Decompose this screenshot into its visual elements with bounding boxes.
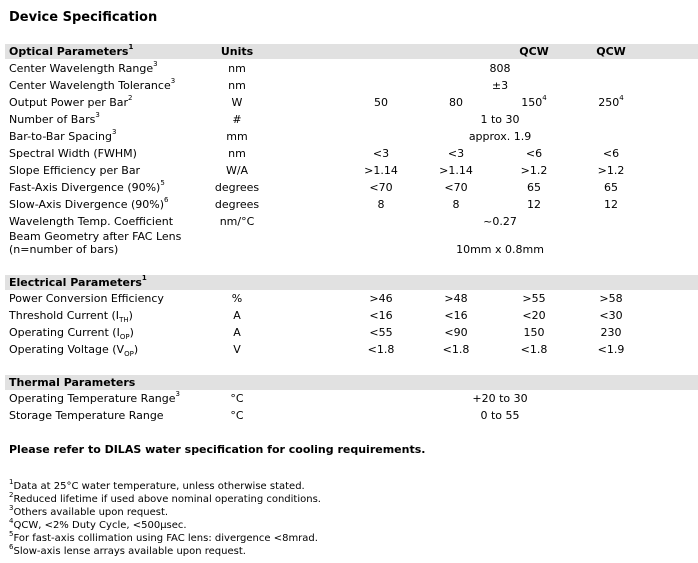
optical-row-unit: nm <box>228 147 246 160</box>
electrical-row-value: <1.8 <box>442 343 470 356</box>
optical-row-label: Number of Bars$^3$ <box>9 111 100 126</box>
beam-geometry-label-2: (n=number of bars) <box>9 243 119 256</box>
optical-row-value: <3 <box>447 147 465 160</box>
cooling-note: Please refer to DILAS water specification for cooling requirements. <box>9 443 426 456</box>
electrical-row-label: Operating Current $(I_{OP})$ <box>9 326 134 342</box>
optical-row-label: Fast-Axis Divergence $(90\%)^5$ <box>9 179 165 194</box>
optical-row-unit: degrees <box>214 181 260 194</box>
electrical-row-value: <90 <box>444 326 468 339</box>
optical-row-value: 8 <box>452 198 460 211</box>
optical-row-value: 50 <box>374 96 388 109</box>
optical-header: Optical Parameters$^1$ <box>9 43 134 58</box>
optical-row-value: <3 <box>372 147 390 160</box>
electrical-row-value: >48 <box>444 292 468 305</box>
electrical-row-value: >58 <box>599 292 623 305</box>
electrical-row-label: Threshold Current $(I_{TH})$ <box>9 309 133 325</box>
electrical-row-unit: A <box>233 309 241 322</box>
electrical-row-label: Power Conversion Efficiency <box>9 292 164 305</box>
optical-row-value: >1.2 <box>597 164 625 177</box>
qcw-header-2: QCW <box>596 45 626 58</box>
electrical-row-value: <30 <box>599 309 623 322</box>
thermal-row-value: +20 to 30 <box>472 392 528 405</box>
optical-row-unit: degrees <box>214 198 260 211</box>
thermal-row-unit: °C <box>230 392 244 405</box>
optical-row-unit: nm <box>228 79 246 92</box>
optical-row-label: Center Wavelength Tolerance$^3$ <box>9 77 176 92</box>
electrical-row-unit: % <box>231 292 243 305</box>
optical-row-value: $250^4$ <box>598 94 624 109</box>
optical-row-unit: nm/°C <box>219 215 255 228</box>
optical-row-unit: nm <box>228 62 246 75</box>
thermal-header: Thermal Parameters <box>9 376 136 389</box>
electrical-row-value: <1.9 <box>597 343 625 356</box>
thermal-row-label: Operating Temperature Range$^3$ <box>9 390 180 405</box>
optical-row-label: Output Power per Bar$^2$ <box>9 94 133 109</box>
optical-row-value: >1.14 <box>439 164 473 177</box>
optical-row-label: Slope Efficiency per Bar <box>9 164 141 177</box>
optical-row-label: Spectral Width (FWHM) <box>9 147 137 160</box>
electrical-row-value: <1.8 <box>520 343 548 356</box>
optical-row-label: Center Wavelength Range$^3$ <box>9 60 158 75</box>
optical-row-unit: W <box>231 96 243 109</box>
optical-row-label: Bar-to-Bar Spacing$^3$ <box>9 128 117 143</box>
electrical-row-unit: V <box>233 343 241 356</box>
optical-row-value: <6 <box>525 147 543 160</box>
optical-row-value: 65 <box>604 181 618 194</box>
optical-row-value: >1.2 <box>520 164 548 177</box>
electrical-row-value: <16 <box>369 309 393 322</box>
electrical-row-value: 230 <box>600 326 622 339</box>
optical-row-value: 80 <box>449 96 463 109</box>
electrical-row-value: <20 <box>522 309 546 322</box>
beam-geometry-value: 10mm x 0.8mm <box>456 243 544 256</box>
optical-row-value: ±3 <box>491 79 509 92</box>
optical-row-value: $150^4$ <box>521 94 547 109</box>
optical-row-value: 1 to 30 <box>480 113 520 126</box>
optical-row-value: ~0.27 <box>483 215 517 228</box>
footnote: $^4$QCW, <2% Duty Cycle, <500µsec. <box>9 516 187 531</box>
optical-row-label: Slow-Axis Divergence $(90\%)^6$ <box>9 196 169 211</box>
optical-row-value: >1.14 <box>364 164 398 177</box>
qcw-header-1: QCW <box>519 45 549 58</box>
thermal-row-unit: °C <box>230 409 244 422</box>
electrical-row-label: Operating Voltage $(V_{OP})$ <box>9 343 139 359</box>
electrical-row-value: >55 <box>522 292 546 305</box>
thermal-row-value: 0 to 55 <box>480 409 520 422</box>
optical-row-value: <70 <box>369 181 393 194</box>
electrical-row-value: <55 <box>369 326 393 339</box>
optical-row-value: 65 <box>527 181 541 194</box>
optical-row-value: 808 <box>489 62 511 75</box>
optical-row-unit: # <box>232 113 242 126</box>
optical-row-unit: mm <box>226 130 248 143</box>
optical-row-label: Wavelength Temp. Coefficient <box>9 215 174 228</box>
units-header: Units <box>220 45 254 58</box>
page-title: Device Specification <box>9 10 158 25</box>
footnote: $^6$Slow-axis lense arrays available upon request. <box>9 542 246 557</box>
footnote: $^5$For fast-axis collimation using FAC lens: divergence <8mrad. <box>9 529 318 544</box>
electrical-header: Electrical Parameters$^1$ <box>9 274 147 289</box>
optical-row-value: approx. 1.9 <box>468 130 532 143</box>
footnote: $^1$Data at 25°C water temperature, unless otherwise stated. <box>9 477 305 492</box>
electrical-row-value: >46 <box>369 292 393 305</box>
optical-row-value: 8 <box>377 198 385 211</box>
optical-row-value: 12 <box>527 198 541 211</box>
footnote: $^2$Reduced lifetime if used above nominal operating conditions. <box>9 490 321 505</box>
thermal-row-label: Storage Temperature Range <box>9 409 164 422</box>
electrical-row-value: <1.8 <box>367 343 395 356</box>
electrical-row-unit: A <box>233 326 241 339</box>
optical-row-value: <6 <box>602 147 620 160</box>
beam-geometry-label-1: Beam Geometry after FAC Lens <box>9 230 182 243</box>
electrical-row-value: 150 <box>523 326 545 339</box>
optical-row-value: 12 <box>604 198 618 211</box>
footnote: $^3$Others available upon request. <box>9 503 169 518</box>
electrical-row-value: <16 <box>444 309 468 322</box>
optical-row-unit: W/A <box>225 164 249 177</box>
optical-row-value: <70 <box>444 181 468 194</box>
